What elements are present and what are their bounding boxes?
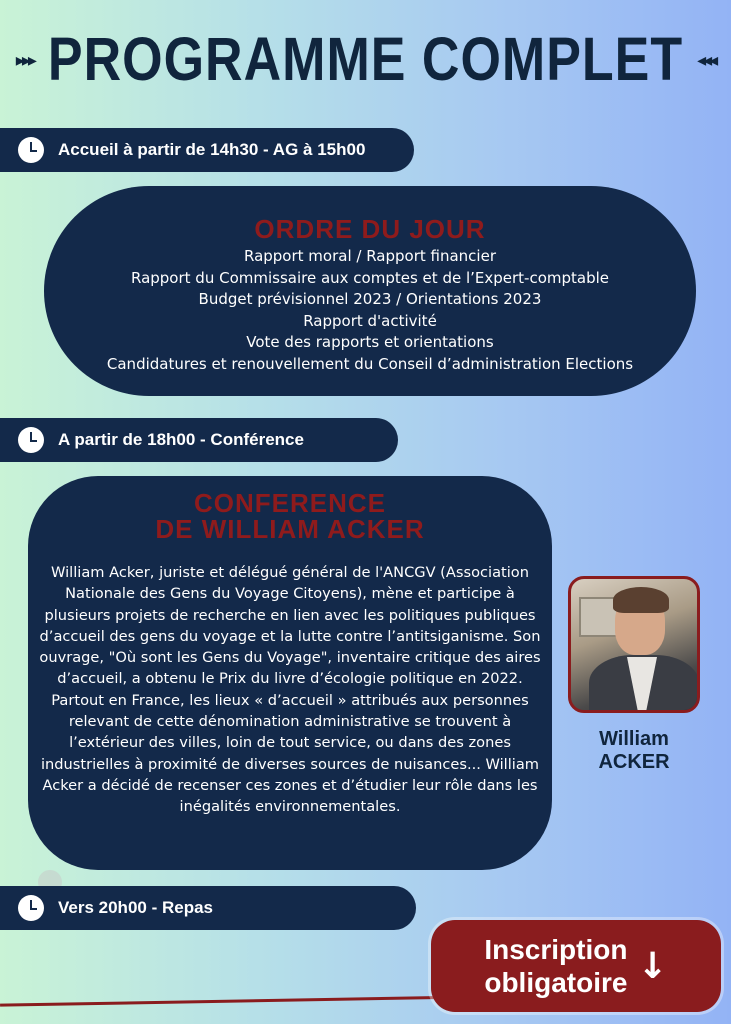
divider-line bbox=[0, 996, 440, 1007]
conference-panel bbox=[28, 476, 552, 870]
registration-label-line2: obligatoire bbox=[484, 967, 628, 998]
conference-title-line2: DE WILLIAM ACKER bbox=[155, 514, 425, 544]
clock-icon bbox=[18, 427, 44, 453]
registration-label bbox=[484, 933, 627, 999]
agenda-item: Rapport du Commissaire aux comptes et de l’Expert-comptable bbox=[130, 268, 610, 287]
agenda-item: Candidatures et renouvellement du Conseil d’administration Elections bbox=[106, 354, 634, 373]
arrow-down-icon: ↓ bbox=[637, 945, 668, 987]
conference-time-banner bbox=[0, 418, 398, 462]
welcome-time-banner bbox=[0, 128, 414, 172]
page-title: PROGRAMME COMPLET bbox=[47, 25, 684, 95]
agenda-item: Budget prévisionnel 2023 / Orientations 2023 bbox=[198, 290, 542, 308]
clock-icon bbox=[18, 895, 44, 921]
meal-time-banner bbox=[0, 886, 416, 930]
speaker-bio: William Acker, juriste et délégué général de l'ANCGV (Association Nationale des Gens du Voyage Citoyens), mène et participe à plusieurs projets de recherche en lien avec les politiques publiques d’accueil des gens du voyage et la lutte contre l’antitsiganisme. Son ouvrage, "Où sont les Gens du Voyage", inventaire critique des aires d’accueil, a obtenu le Prix du livre d’écologie politique en 2022. Partout en France, les lieux « d’accueil » attribués aux personnes relevant de cette dénomination administrative se trouvent à l’extérieur des villes, loin de tout service, ou dans des zones industrielles à proximité de diverses sources de nuisances... William Acker a décidé de recenser ces zones et d’étudier leur rôle dans les inégalités environnementales. bbox=[39, 564, 541, 816]
ordre-du-jour-list bbox=[44, 246, 696, 375]
conference-time-text: A partir de 18h00 - Conférence bbox=[58, 430, 304, 449]
clock-icon bbox=[18, 137, 44, 163]
speaker-photo bbox=[568, 576, 700, 713]
agenda-item: Rapport d'activité bbox=[303, 311, 437, 330]
chevrons-right-icon: ▸▸▸ bbox=[15, 49, 34, 71]
conference-title-line1: CONFERENCE bbox=[193, 488, 386, 518]
agenda-item: Vote des rapports et orientations bbox=[246, 333, 494, 351]
speaker-name bbox=[568, 728, 700, 774]
ordre-du-jour-title: ORDRE DU JOUR bbox=[254, 214, 486, 244]
registration-button[interactable] bbox=[431, 920, 721, 1012]
meal-time-text: Vers 20h00 - Repas bbox=[58, 898, 213, 917]
page-header bbox=[0, 20, 731, 100]
registration-label-line1: Inscription bbox=[484, 934, 628, 965]
ordre-du-jour-panel bbox=[44, 186, 696, 396]
speaker-first-name: William bbox=[599, 728, 669, 750]
welcome-time-text: Accueil à partir de 14h30 - AG à 15h00 bbox=[58, 140, 366, 159]
chevrons-left-icon: ◂◂◂ bbox=[697, 49, 716, 71]
agenda-item: Rapport moral / Rapport financier bbox=[243, 247, 496, 265]
speaker-last-name: ACKER bbox=[598, 751, 670, 773]
